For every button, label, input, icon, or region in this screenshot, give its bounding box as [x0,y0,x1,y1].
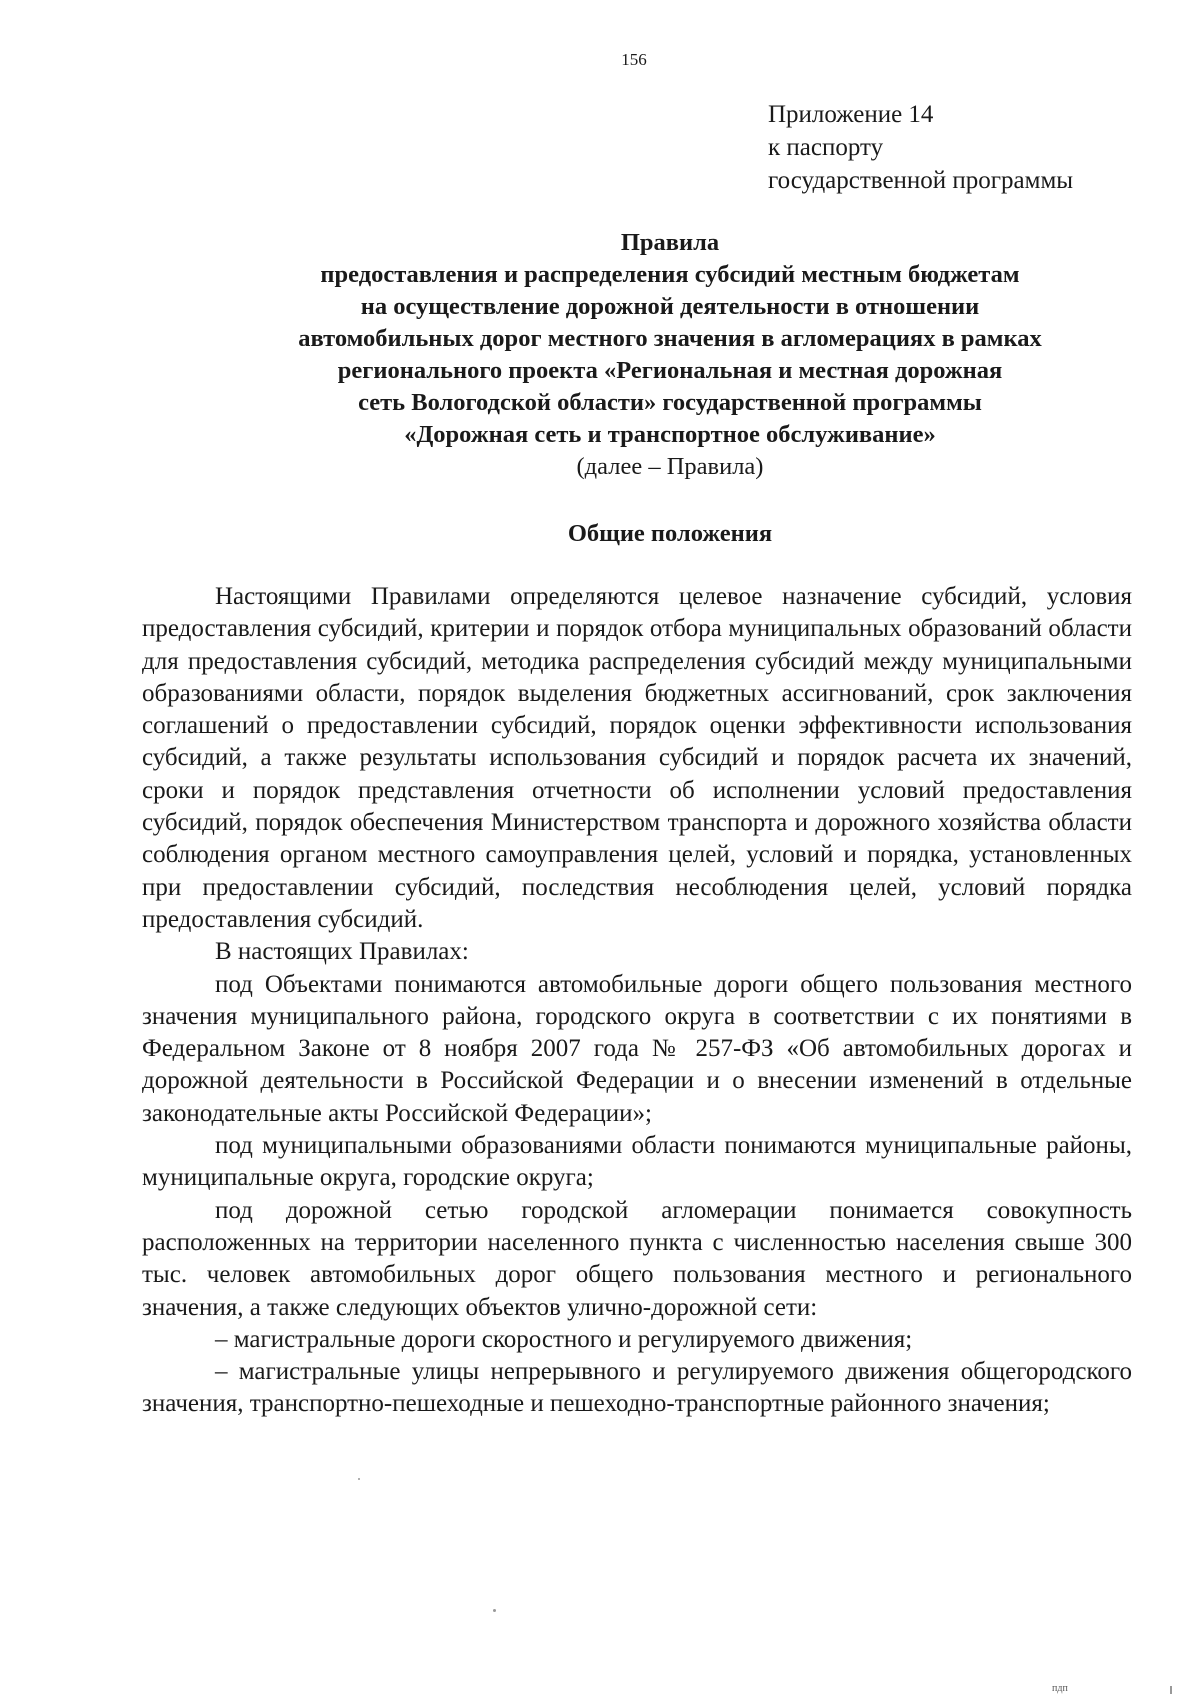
title-line: предоставления и распределения субсидий местным бюджетам [320,261,1020,288]
footer-mark: пдп [1052,1683,1068,1694]
body-text [142,581,1132,1421]
appendix-note [768,98,1073,197]
paragraph: – магистральные улицы непрерывного и регулируемого движения общегородского значения, транспортно-пешеходные и пешеходно-транспортные районного значения; [142,1358,1132,1418]
title-heading: Правила [620,229,720,256]
scan-speck [358,1478,360,1480]
title-line: регионального проекта «Региональная и местная дорожная [337,357,1003,384]
paragraph: В настоящих Правилах: [215,938,469,966]
scan-speck [1170,1686,1172,1694]
appendix-line: Приложение 14 [768,101,934,128]
title-line: на осуществление дорожной деятельности в отношении [360,293,980,320]
paragraph: под муниципальными образованиями области понимаются муниципальные районы, муниципальные округа, городские округа; [142,1132,1132,1192]
title-line: сеть Вологодской области» государственной программы [358,389,982,416]
scan-speck [493,1609,496,1612]
section-heading: Общие положения [567,520,773,547]
title-line: «Дорожная сеть и транспортное обслуживание» [404,421,936,448]
document-title [140,227,1200,483]
appendix-line: к паспорту [768,134,884,161]
title-line: автомобильных дорог местного значения в агломерациях в рамках [298,325,1042,352]
paragraph: – магистральные дороги скоростного и регулируемого движения; [215,1325,913,1353]
page-number: 156 [621,50,647,69]
paragraph: под Объектами понимаются автомобильные дороги общего пользования местного значения муниципального района, городского округа в соответствии с их понятиями в Федеральном Законе от 8 ноября 2007 года № 257-ФЗ «Об автомобильных дорогах и дорожной деятельности в Российской Федерации и о внесении изменений в отдельные законодательные акты Российской Федерации»; [142,970,1132,1127]
paragraph: под дорожной сетью городской агломерации понимается совокупность расположенных на территории населенного пункта с численностью населения свыше 300 тыс. человек автомобильных дорог общего пользования местного и регионального значения, а также следующих объектов улично-дорожной сети: [142,1196,1132,1321]
appendix-line: государственной программы [768,167,1074,194]
paragraph: Настоящими Правилами определяются целевое назначение субсидий, условия предоставления субсидий, критерии и порядок отбора муниципальных образований области для предоставления субсидий, методика распределения субсидий между муниципальными образованиями области, порядок выделения бюджетных ассигнований, срок заключения соглашений о предоставлении субсидий, порядок оценки эффективности использования субсидий, а также результаты использования субсидий и порядок расчета их значений, сроки и порядок представления отчетности об исполнении условий предоставления субсидий, порядок обеспечения Министерством транспорта и дорожного хозяйства области соблюдения органом местного самоуправления целей, условий и порядка, установленных при предоставлении субсидий, последствия несоблюдения целей, условий порядка предоставления субсидий. [142,583,1132,933]
title-subtitle: (далее – Правила) [576,453,764,480]
